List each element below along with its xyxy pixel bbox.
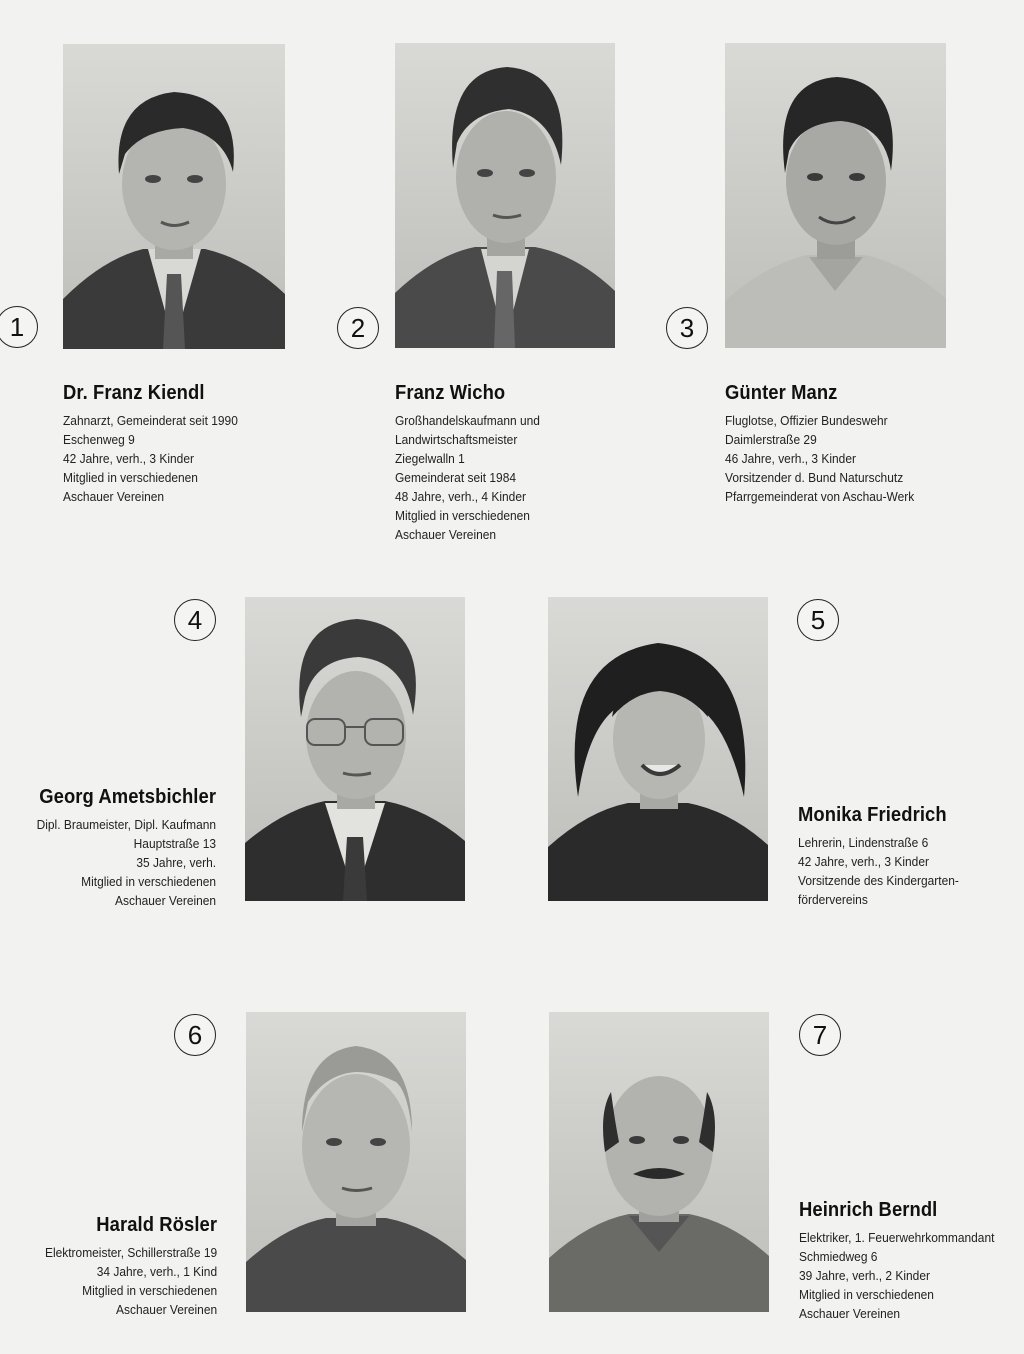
member-number-badge-7: 7: [799, 1014, 841, 1056]
member-detail: 35 Jahre, verh.: [136, 855, 216, 870]
member-detail: fördervereins: [798, 892, 868, 907]
member-detail: 46 Jahre, verh., 3 Kinder: [725, 451, 856, 466]
member-detail: Mitglied in verschiedenen: [81, 874, 216, 889]
member-detail: Aschauer Vereinen: [114, 893, 216, 908]
member-detail: Eschenweg 9: [63, 432, 135, 447]
member-info-5: [798, 804, 973, 909]
portrait-photo-3: [725, 43, 946, 348]
member-info-7: [799, 1199, 1011, 1323]
member-info-1: [63, 382, 253, 506]
member-number-badge-5: 5: [797, 599, 839, 641]
member-detail: Aschauer Vereinen: [63, 489, 165, 504]
member-detail: Mitglied in verschiedenen: [63, 470, 198, 485]
member-detail: Elektriker, 1. Feuerwehrkommandant: [799, 1230, 995, 1245]
member-detail: Gemeinderat seit 1984: [395, 470, 517, 485]
member-detail: Aschauer Vereinen: [115, 1302, 217, 1317]
member-detail: Elektromeister, Schillerstraße 19: [44, 1245, 217, 1260]
member-detail: 39 Jahre, verh., 2 Kinder: [799, 1268, 930, 1283]
member-detail: Mitglied in verschiedenen: [799, 1287, 934, 1302]
portrait-photo-2: [395, 43, 615, 348]
member-detail: 42 Jahre, verh., 3 Kinder: [798, 854, 929, 869]
member-detail: Vorsitzende des Kindergarten-: [798, 873, 959, 888]
member-number-badge-2: 2: [337, 307, 379, 349]
member-detail: Vorsitzender d. Bund Naturschutz: [725, 470, 904, 485]
member-detail: Daimlerstraße 29: [725, 432, 817, 447]
member-detail: Zahnarzt, Gemeinderat seit 1990: [63, 413, 238, 428]
member-info-2: [395, 382, 553, 544]
member-detail: Schmiedweg 6: [799, 1249, 878, 1264]
member-detail: Mitglied in verschiedenen: [82, 1283, 217, 1298]
member-name-2: Franz Wicho: [395, 382, 506, 404]
member-name-3: Günter Manz: [725, 382, 838, 404]
member-number-badge-1: 1: [0, 306, 38, 348]
portrait-photo-1: [63, 44, 285, 349]
member-info-6: [30, 1214, 217, 1319]
member-number-badge-6: 6: [174, 1014, 216, 1056]
member-detail: Dipl. Braumeister, Dipl. Kaufmann: [36, 817, 216, 832]
member-detail: Pfarrgemeinderat von Aschau-Werk: [725, 489, 915, 504]
member-name-5: Monika Friedrich: [798, 804, 947, 826]
member-name-7: Heinrich Berndl: [799, 1199, 938, 1221]
member-info-4: [21, 786, 216, 910]
portrait-photo-5: [548, 597, 768, 901]
member-detail: 48 Jahre, verh., 4 Kinder: [395, 489, 526, 504]
member-number-badge-3: 3: [666, 307, 708, 349]
portrait-photo-4: [245, 597, 465, 901]
member-detail: Landwirtschaftsmeister: [395, 432, 518, 447]
member-number-badge-4: 4: [174, 599, 216, 641]
member-name-4: Georg Ametsbichler: [39, 786, 216, 808]
member-detail: Mitglied in verschiedenen: [395, 508, 530, 523]
member-detail: Aschauer Vereinen: [395, 527, 497, 542]
member-detail: Großhandelskaufmann und: [395, 413, 540, 428]
member-info-3: [725, 382, 931, 506]
portrait-photo-6: [246, 1012, 466, 1312]
member-name-6: Harald Rösler: [96, 1214, 217, 1236]
member-detail: Hauptstraße 13: [133, 836, 216, 851]
portrait-photo-7: [549, 1012, 769, 1312]
member-detail: Fluglotse, Offizier Bundeswehr: [725, 413, 888, 428]
member-name-1: Dr. Franz Kiendl: [63, 382, 205, 404]
member-detail: Aschauer Vereinen: [799, 1306, 901, 1321]
member-detail: 34 Jahre, verh., 1 Kind: [96, 1264, 217, 1279]
member-detail: Ziegelwalln 1: [395, 451, 465, 466]
member-detail: Lehrerin, Lindenstraße 6: [798, 835, 929, 850]
member-detail: 42 Jahre, verh., 3 Kinder: [63, 451, 194, 466]
